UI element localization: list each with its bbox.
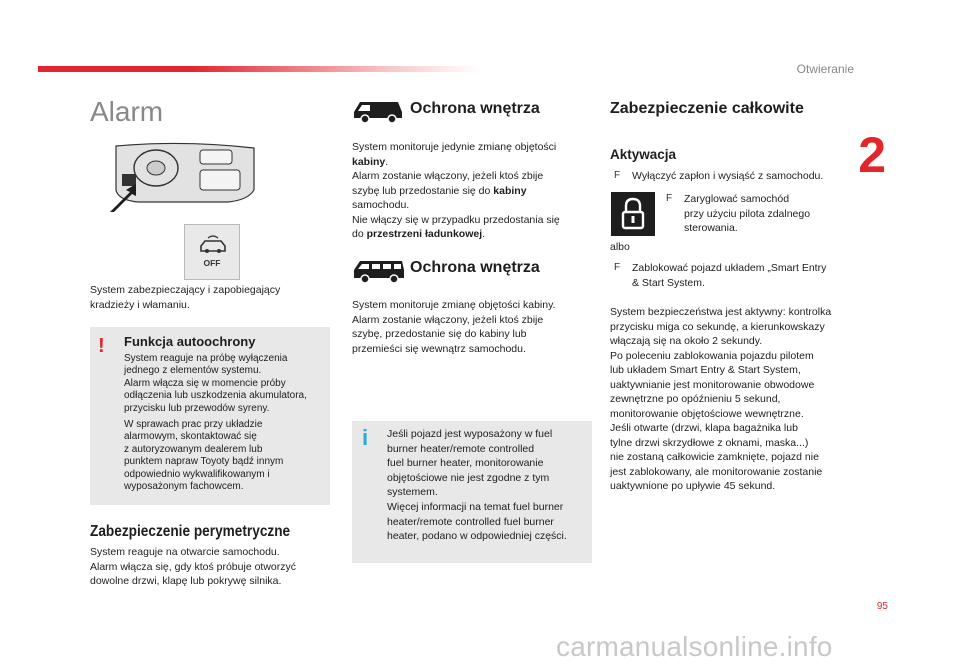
- alarm-off-button: [184, 224, 240, 280]
- car-alarm-icon: [198, 235, 228, 255]
- full-protection-description: System bezpieczeństwa jest aktywny: kontrolka przycisku miga co sekundę, a kierunkowskazy włączają się na około 2 sekundy. Po poleceniu zablokowania pojazdu pilotem lub układem Smart Entry & Start System, uaktywnianie jest monitorowanie obwodowe zewnętrzne po opóźnieniu 5 sekund, monitorowanie objętościowe wewnętrzne. Jeśli otwarte (drzwi, klapa bagażnika lub tylne drzwi skrzydłowe z oknami, maska...) nie zostaną całkowicie zamknięte, pojazd nie jest zablokowany, ale monitorowanie zostanie uaktywnione po upływie 45 sekund.: [610, 306, 832, 492]
- interior-text-2: System monitoruje zmianę objętości kabiny. Alarm zostanie włączony, jeżeli ktoś zbije szybę, przedostanie się do kabiny lub przemieści się wewnątrz samochodu.: [352, 299, 556, 355]
- van-windows-icon: [352, 258, 406, 284]
- off-label: OFF: [203, 258, 221, 268]
- or-label: albo: [610, 241, 630, 253]
- warning-paragraph-1: System reaguje na próbę wyłączenia jednego z elementów systemu. Alarm włącza się w momencie próby odłączenia lub uszkodzenia akumulatora, przycisku lub przewodów syreny.: [124, 353, 307, 414]
- chapter-number: 2: [858, 127, 886, 183]
- warning-title: Funkcja autoochrony: [124, 334, 256, 349]
- bullet-icon: F: [614, 170, 621, 181]
- bullet-icon: F: [614, 262, 621, 273]
- warning-box: [90, 327, 330, 505]
- van-cabin-icon: [352, 98, 404, 124]
- header-accent-bar: [38, 66, 480, 72]
- perimeter-title: Zabezpieczenie perymetryczne: [90, 523, 291, 540]
- activation-step-3: Zablokować pojazd układem „Smart Entry & Start System.: [632, 262, 827, 289]
- page-number: 95: [876, 601, 888, 612]
- interior-text-1: System monitoruje jedynie zmianę objętości kabiny. Alarm zostanie włączony, jeżeli ktoś zbije szybę lub przedostanie się do kabiny samochodu. Nie włączy się w przypadku przedostania się do przestrzeni ładunkowej.: [352, 141, 560, 240]
- full-protection-title: Zabezpieczenie całkowite: [610, 100, 804, 117]
- warning-icon: !: [98, 335, 105, 357]
- page-title: Alarm: [90, 96, 164, 127]
- info-icon: i: [362, 425, 369, 450]
- interior-title-1: Ochrona wnętrza: [410, 100, 540, 117]
- activation-step-1: Wyłączyć zapłon i wysiąść z samochodu.: [632, 170, 824, 182]
- alarm-intro: System zabezpieczający i zapobiegający kradzieży i włamaniu.: [90, 284, 281, 311]
- section-name: Otwieranie: [796, 62, 854, 76]
- activation-step-2: Zaryglować samochód przy użyciu pilota zdalnego sterowania.: [684, 193, 811, 234]
- watermark: carmanualsonline.info: [556, 631, 833, 662]
- info-text: Jeśli pojazd jest wyposażony w fuel burner heater/remote controlled fuel burner heater, monitorowanie objętościowe nie jest zgodne z tym systemem. Więcej informacji na temat fuel burner heater/remote controlled fuel burner heater, podano w odpowiedniej części.: [387, 428, 567, 543]
- dashboard-illustration: [108, 140, 258, 212]
- warning-paragraph-2: W sprawach prac przy układzie alarmowym, skontaktować się z autoryzowanym dealerem lub punktem napraw Toyoty bądź innym odpowiednio wykwalifikowanym i wyposażonym fachowcem.: [124, 419, 284, 493]
- bullet-icon: F: [666, 193, 673, 204]
- lock-icon: [611, 192, 655, 236]
- interior-title-2: Ochrona wnętrza: [410, 259, 540, 276]
- activation-title: Aktywacja: [610, 147, 677, 162]
- perimeter-text: System reaguje na otwarcie samochodu. Alarm włącza się, gdy ktoś próbuje otworzyć dowolne drzwi, klapę lub pokrywę silnika.: [90, 546, 296, 587]
- info-box: [352, 421, 592, 563]
